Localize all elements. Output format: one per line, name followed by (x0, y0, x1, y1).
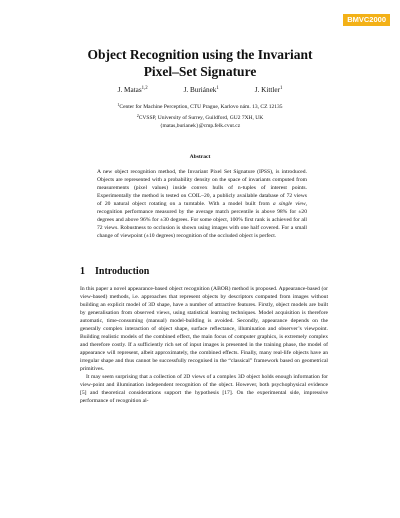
title-line: Object Recognition using the Invariant (87, 47, 313, 62)
paper-title (0, 46, 400, 80)
section-heading (80, 266, 149, 277)
conference-badge: BMVC2000 (343, 14, 390, 26)
affiliation: $^2$CVSSP, University of Surrey, Guildford, GU2 7XH, UK (136, 112, 264, 121)
affiliation: $^1$Center for Machine Perception, CTU Prague, Karlovo nám. 13, CZ 12135 (117, 102, 283, 110)
title-line: Pixel–Set Signature (143, 64, 257, 79)
paragraph: In this paper a novel appearance-based object recognition (ABOR) method is proposed. Appearance-based (or view-based) methods, i.e. approaches that represent objects by descriptors computed from images without building an explicit model of 3D shape, have a number of attractive features. Firstly, object models are built by generalisation from observed views, using statistical learning techniques. Model acquisition is therefore automatic, time-consuming (manual) model-building is avoided. Secondly, appearance depends on the generally complex interaction of object shape, surface reflectance, illumination and observer’s viewpoint. Building realistic models of the combined effect, the main focus of computer graphics, is extremely complex and therefore costly. If a sufficiently rich set of input images is presented in the training phase, the model of appearance will represent, albeit approximately, the combined effects. Finally, many real-life objects have an irregular shape and thus cannot be successfully recognised in the “classical” framework based on geometrical primitives. (80, 286, 328, 372)
section-number: 1 (80, 266, 85, 277)
abstract-emphasis: a single view (272, 201, 306, 207)
abstract-text: A new object recognition method, the Invariant Pixel Set Signature (IPSS), is introduced. Objects are represented with a probability density on the space of invariants computed from measurements (pixel values) inside convex hulls of n-tuples of interest points. Experimentally the method is tested on COIL–20, a publicly available database of 72 views of 20 natural object rotating on a turntable. With a model built from a single view, recognition performance measured by the average match percentile is above 98% for ±20 degrees and above 96% for ±30 degrees. For some object, 100% first rank is achieved for all 72 views. Robustness to occlusion is shown using images with one half covered. For a small change of viewpoint (±10 degrees) recognition of the occluded object is perfect. (97, 169, 307, 239)
paragraph: It may seem surprising that a collection of 2D views of a complex 3D object holds enough information for view-point and illumination independent recognition of the object. However, both psychophysical evidence [5] and theoretical considerations support the hypothesis [17]. On the experimental side, impressive performance of recognition al- (80, 374, 328, 404)
author: J. Buriánek$^1$ (183, 86, 219, 94)
author: J. Matas$^{1,2}$ (117, 86, 148, 94)
abstract-heading: Abstract (189, 154, 211, 160)
introduction-body (80, 285, 328, 405)
author-list (0, 84, 400, 95)
contact-email: {matas,burianek}@cmp.felk.cvut.cz (159, 122, 241, 129)
author: J. Kittler$^1$ (254, 86, 283, 94)
section-title: Introduction (95, 266, 150, 277)
affiliations (0, 101, 400, 130)
